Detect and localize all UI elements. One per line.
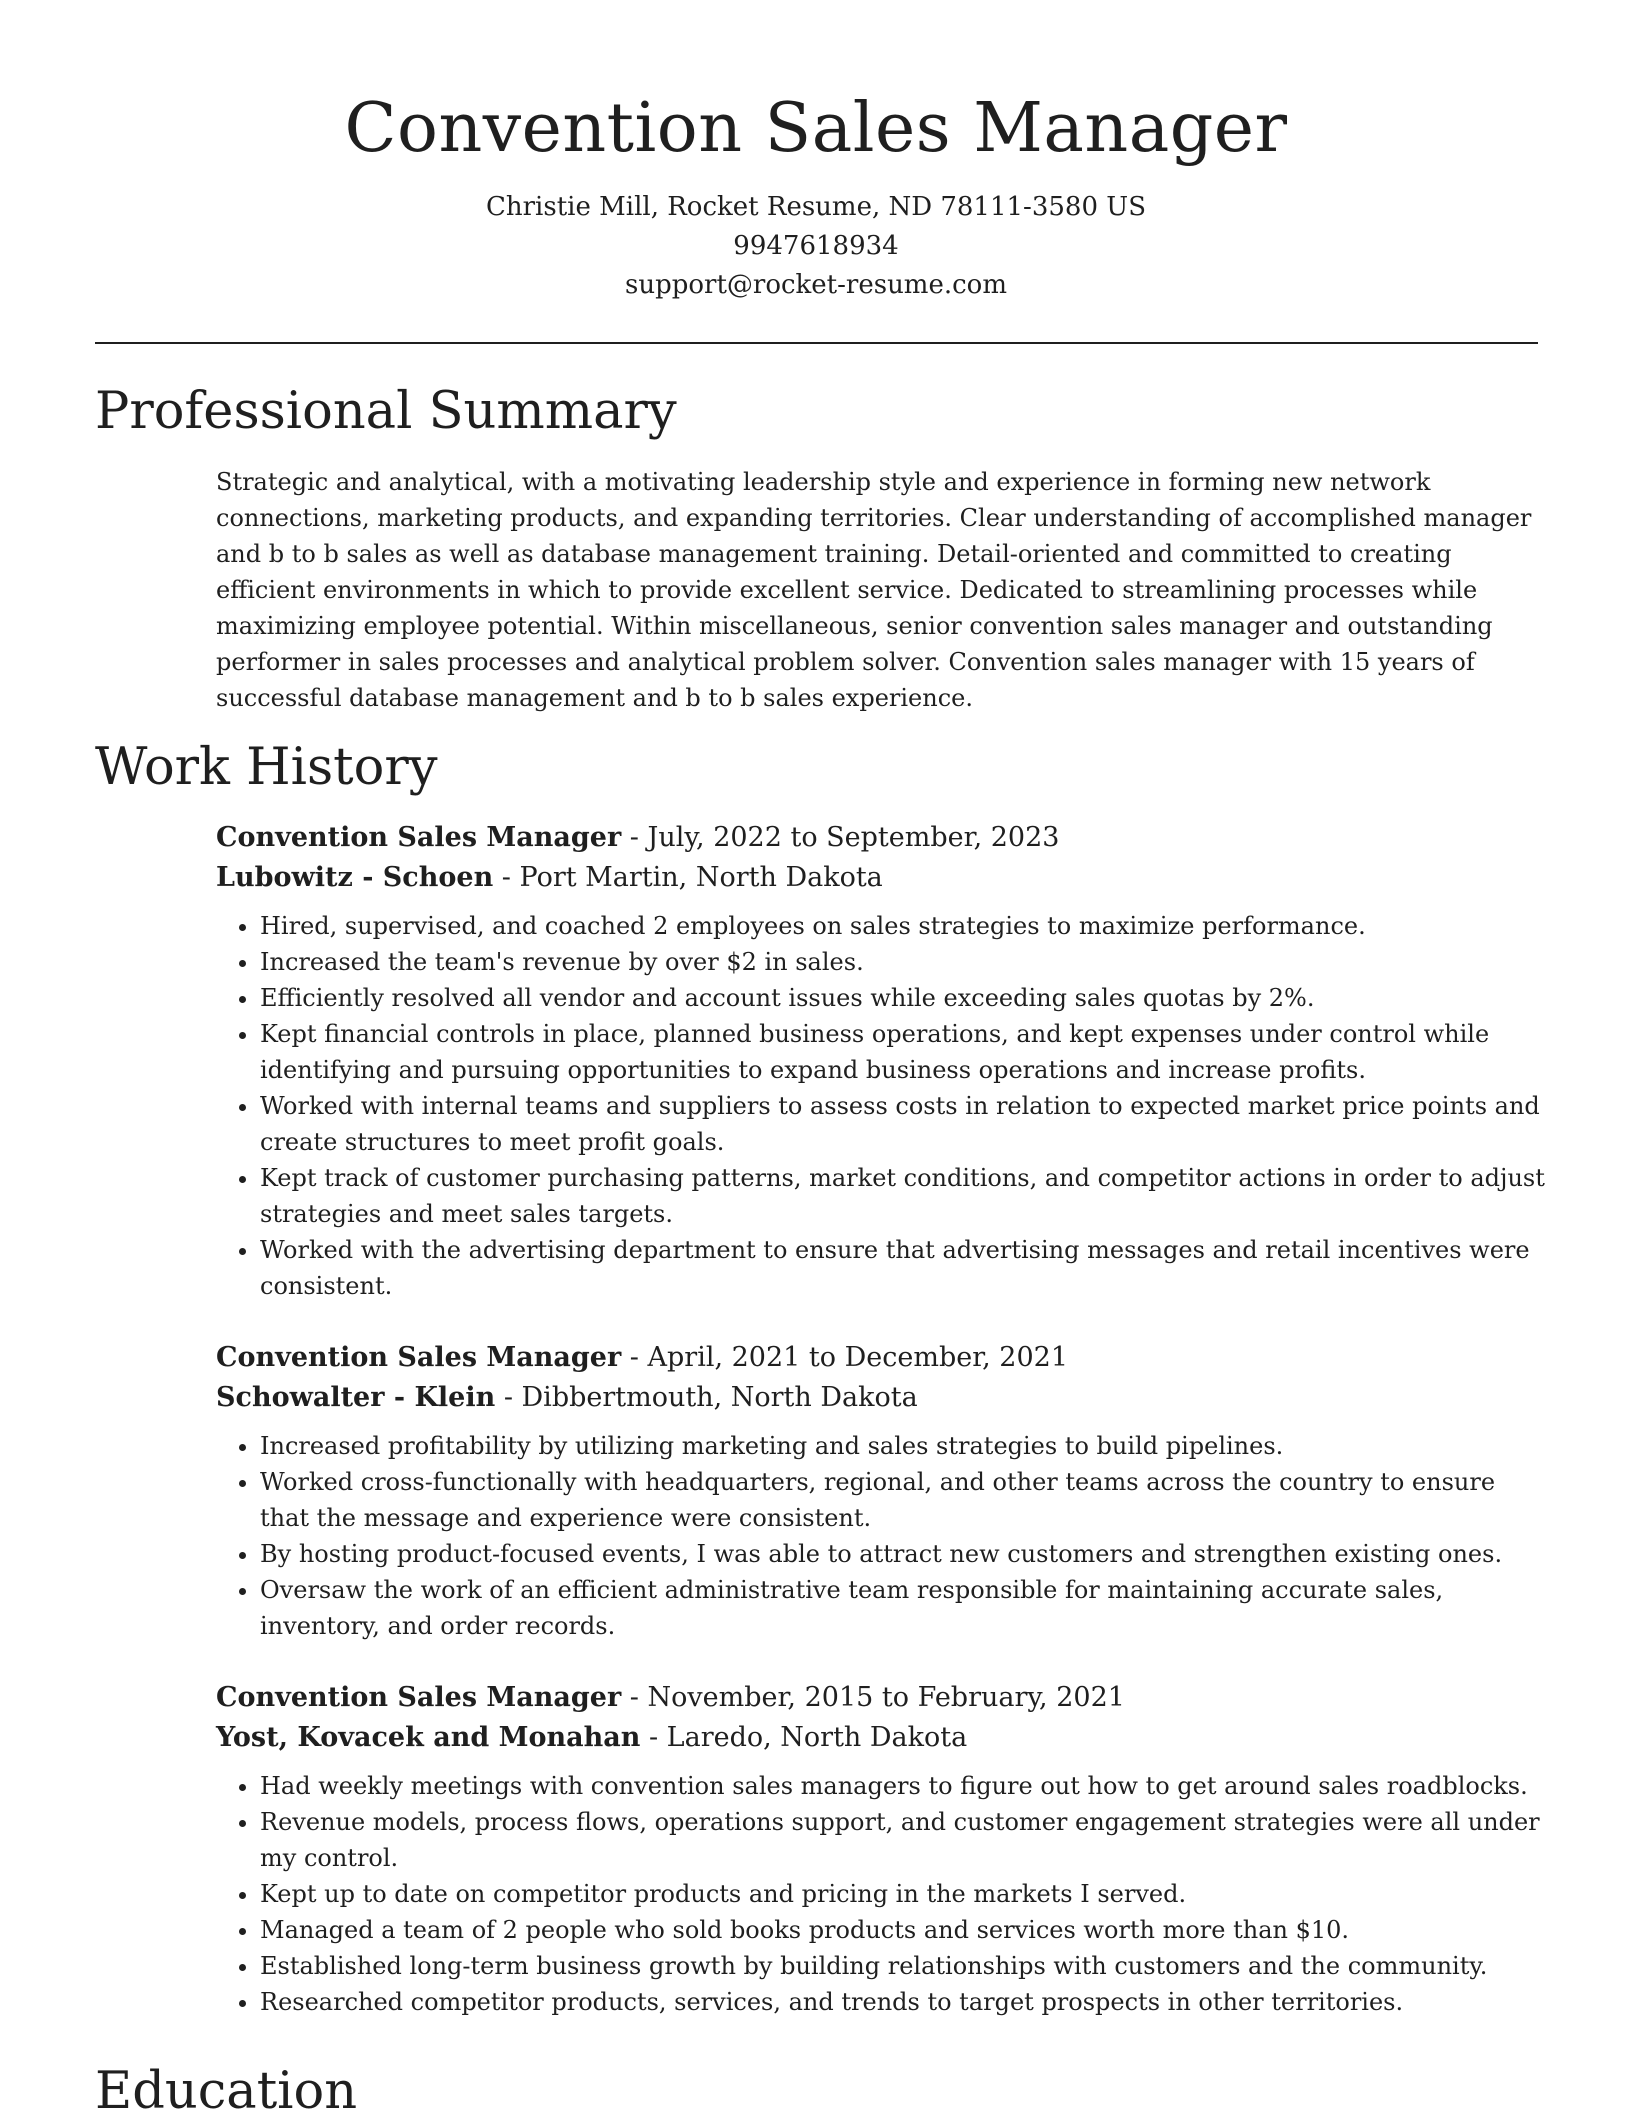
job-dates: - November, 2015 to February, 2021 (621, 1682, 1125, 1713)
education-heading: Education (95, 2062, 358, 2121)
job-company: Lubowitz - Schoen (216, 862, 494, 893)
job-company: Yost, Kovacek and Monahan (216, 1722, 641, 1753)
job-location: - Port Martin, North Dakota (493, 862, 883, 893)
list-item: • Worked with internal teams and suppliers to assess costs in relation to expected market price points and create structures to meet profit goals. (260, 1088, 1546, 1160)
list-item: • Efficiently resolved all vendor and account issues while exceeding sales quotas by 2%. (260, 980, 1546, 1016)
job-entry (216, 818, 1546, 1304)
job-title-line (216, 818, 1546, 858)
job-bullets (216, 1428, 1546, 1644)
list-item: • Increased the team's revenue by over $2 in sales. (260, 944, 1546, 980)
contact-phone: 9947618934 (733, 231, 899, 261)
header-divider (95, 342, 1538, 344)
list-item: • Established long-term business growth by building relationships with customers and the community. (260, 1948, 1546, 1984)
job-dates: - July, 2022 to September, 2023 (621, 822, 1060, 853)
job-bullets (216, 1768, 1546, 2020)
list-item: • Hired, supervised, and coached 2 employees on sales strategies to maximize performance. (260, 908, 1546, 944)
job-bullets (216, 908, 1546, 1304)
list-item: • Researched competitor products, services, and trends to target prospects in other territories. (260, 1984, 1546, 2020)
job-entry (216, 1338, 1546, 1644)
page-title: Convention Sales Manager (344, 89, 1288, 168)
list-item: • Worked cross-functionally with headquarters, regional, and other teams across the country to ensure that the message and experience were consistent. (260, 1464, 1546, 1536)
contact-email: support@rocket-resume.com (624, 270, 1007, 300)
list-item: • Oversaw the work of an efficient administrative team responsible for maintaining accurate sales, inventory, and order records. (260, 1572, 1546, 1644)
list-item: • Kept financial controls in place, planned business operations, and kept expenses under control while identifying and pursuing opportunities to expand business operations and increase profits. (260, 1016, 1546, 1088)
list-item: • Kept up to date on competitor products and pricing in the markets I served. (260, 1876, 1546, 1912)
list-item: • Revenue models, process flows, operations support, and customer engagement strategies were all under my control. (260, 1804, 1546, 1876)
job-company: Schowalter - Klein (216, 1382, 496, 1413)
job-location: - Dibbertmouth, North Dakota (495, 1382, 918, 1413)
summary-heading: Professional Summary (95, 382, 677, 441)
job-company-line (216, 858, 1546, 898)
job-dates: - April, 2021 to December, 2021 (621, 1342, 1069, 1373)
list-item: • Increased profitability by utilizing marketing and sales strategies to build pipelines. (260, 1428, 1546, 1464)
job-company-line (216, 1378, 1546, 1418)
job-location: - Laredo, North Dakota (640, 1722, 968, 1753)
list-item: • Managed a team of 2 people who sold books products and services worth more than $10. (260, 1912, 1546, 1948)
work-history-heading: Work History (95, 738, 438, 797)
job-entry (216, 1678, 1546, 2020)
job-title: Convention Sales Manager (216, 1342, 622, 1373)
list-item: • Kept track of customer purchasing patterns, market conditions, and competitor actions in order to adjust strategies and meet sales targets. (260, 1160, 1546, 1232)
list-item: • By hosting product-focused events, I was able to attract new customers and strengthen existing ones. (260, 1536, 1546, 1572)
resume-header (0, 0, 1632, 305)
work-history-list (216, 818, 1546, 2054)
job-title: Convention Sales Manager (216, 1682, 622, 1713)
job-title: Convention Sales Manager (216, 822, 622, 853)
contact-address: Christie Mill, Rocket Resume, ND 78111-3580 US (485, 192, 1147, 222)
job-company-line (216, 1718, 1546, 1758)
list-item: • Had weekly meetings with convention sales managers to figure out how to get around sales roadblocks. (260, 1768, 1546, 1804)
contact-block (0, 188, 1632, 305)
summary-text: Strategic and analytical, with a motivating leadership style and experience in forming new network connections, marketing products, and expanding territories. Clear understanding of accomplished manager and b to b sales as well as database management training. Detail-oriented and committed to creating efficient environments in which to provide excellent service. Dedicated to streamlining processes while maximizing employee potential. Within miscellaneous, senior convention sales manager and outstanding performer in sales processes and analytical problem solver. Convention sales manager with 15 years of successful database management and b to b sales experience. (216, 468, 1532, 712)
list-item: • Worked with the advertising department to ensure that advertising messages and retail incentives were consistent. (260, 1232, 1546, 1304)
job-title-line (216, 1678, 1546, 1718)
job-title-line (216, 1338, 1546, 1378)
